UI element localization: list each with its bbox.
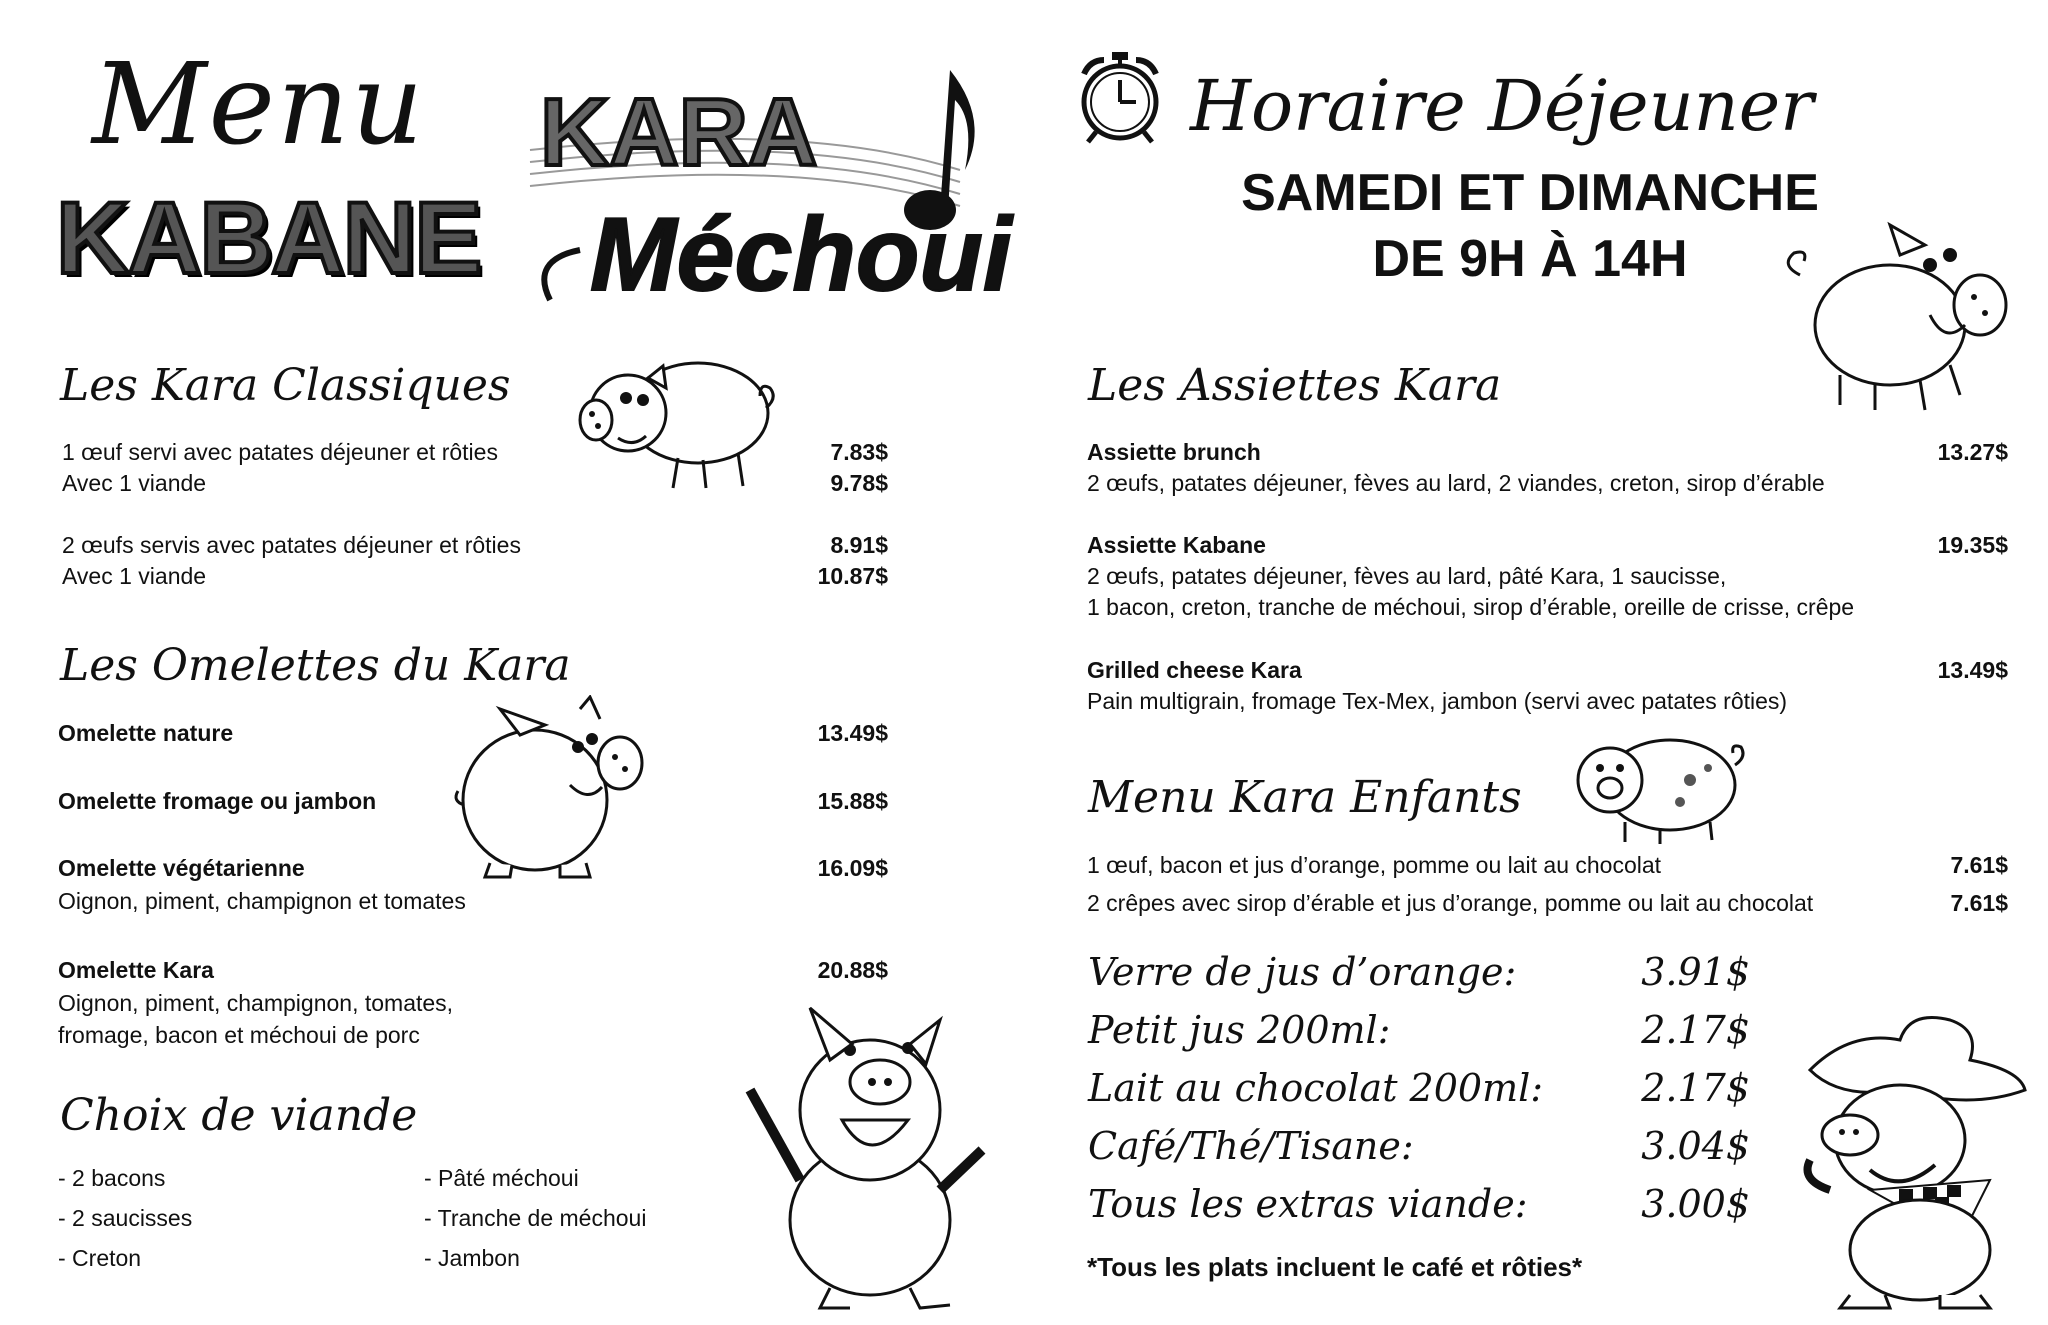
schedule-days-line: SAMEDI ET DIMANCHE [1241,164,1819,222]
drink-1-label: Verre de jus d’orange: [1088,950,1517,994]
viande-col1-item-1: - 2 bacons [58,1165,166,1191]
classique-row-3-price: 8.91$ [830,532,888,558]
classique-row-1-price: 7.83$ [830,439,888,465]
assiette-3-name: Grilled cheese Kara [1087,657,1302,683]
assiette-1-price: 13.27$ [1937,439,2008,465]
footnote: *Tous les plats incluent le café et rôties* [1087,1252,1583,1282]
drink-5-label: Tous les extras viande: [1088,1182,1528,1226]
assiettes-title: Les Assiettes Kara [1088,360,1502,411]
omelettes-title: Les Omelettes du Kara [60,640,571,691]
viande-title: Choix de viande [60,1090,418,1141]
omelette-1-price: 13.49$ [817,720,888,746]
enfants-title: Menu Kara Enfants [1088,772,1522,823]
classique-row-4-label: Avec 1 viande [62,563,207,589]
schedule-title: Horaire Déjeuner [1190,65,1814,147]
drink-3-price: 2.17$ [1641,1066,1750,1110]
omelette-3-price: 16.09$ [817,855,888,881]
enfant-2-label: 2 crêpes avec sirop d’érable et jus d’orange, pomme ou lait au chocolat [1087,890,1814,916]
classique-row-4-price: 10.87$ [817,563,888,589]
drink-3-label: Lait au chocolat 200ml: [1088,1066,1544,1110]
viande-col2-item-2: - Tranche de méchoui [424,1205,647,1231]
omelette-3-desc: Oignon, piment, champignon et tomates [58,888,466,914]
drink-4-label: Café/Thé/Tisane: [1088,1124,1414,1168]
omelette-3-name: Omelette végétarienne [58,855,305,881]
viande-col1-item-2: - 2 saucisses [58,1205,193,1231]
omelette-4-desc-2: fromage, bacon et méchoui de porc [58,1022,420,1048]
pig-illustration-5 [1570,730,1750,850]
classique-row-1-label: 1 œuf servi avec patates déjeuner et rôties [62,439,498,465]
classique-row-2-price: 9.78$ [830,470,888,496]
drink-2-price: 2.17$ [1641,1008,1750,1052]
drink-5-price: 3.00$ [1641,1182,1750,1226]
pig-illustration-1 [568,348,788,498]
omelette-4-price: 20.88$ [817,957,888,983]
pig-illustration-3 [730,1000,1010,1315]
cowboy-pig-illustration [1790,1010,2030,1310]
classique-row-3-label: 2 œufs servis avec patates déjeuner et rôties [62,532,521,558]
omelette-4-desc-1: Oignon, piment, champignon, tomates, [58,990,454,1016]
viande-col2-item-1: - Pâté méchoui [424,1165,579,1191]
classique-row-2-label: Avec 1 viande [62,470,207,496]
drink-4-price: 3.04$ [1641,1124,1750,1168]
omelette-4-name: Omelette Kara [58,957,214,983]
assiette-2-desc-2: 1 bacon, creton, tranche de méchoui, sirop d’érable, oreille de crisse, crêpe [1087,594,1855,620]
omelette-2-price: 15.88$ [817,788,888,814]
alarm-clock-icon [1070,46,1170,146]
enfant-1-label: 1 œuf, bacon et jus d’orange, pomme ou lait au chocolat [1087,852,1662,878]
viande-col1-item-3: - Creton [58,1245,142,1271]
drink-2-label: Petit jus 200ml: [1088,1008,1391,1052]
kara-mechoui-logo [520,60,1080,330]
assiette-2-price: 19.35$ [1937,532,2008,558]
viande-col2-item-3: - Jambon [424,1245,520,1271]
logo-mechoui-text: Méchoui [590,197,1012,313]
omelette-2-name: Omelette fromage ou jambon [58,788,377,814]
assiette-2-desc-1: 2 œufs, patates déjeuner, fèves au lard, pâté Kara, 1 saucisse, [1087,563,1727,589]
assiette-3-price: 13.49$ [1937,657,2008,683]
assiette-3-desc: Pain multigrain, fromage Tex-Mex, jambon (servi avec patates rôties) [1087,688,1788,714]
assiette-1-desc: 2 œufs, patates déjeuner, fèves au lard, 2 viandes, creton, sirop d’érable [1087,470,1825,496]
omelette-1-name: Omelette nature [58,720,234,746]
logo-kara-text: KARA [540,79,818,186]
enfant-1-price: 7.61$ [1950,852,2008,878]
assiette-1-name: Assiette brunch [1087,439,1261,465]
pig-illustration-4 [1780,215,2020,415]
schedule-hours-line: DE 9H À 14H [1372,230,1688,288]
pig-illustration-2 [450,695,650,885]
classiques-title: Les Kara Classiques [60,360,511,411]
kabane-heading: KABANE [56,181,481,295]
menu-heading: Menu [92,40,426,170]
drink-1-price: 3.91$ [1641,950,1750,994]
enfant-2-price: 7.61$ [1950,890,2008,916]
assiette-2-name: Assiette Kabane [1087,532,1266,558]
